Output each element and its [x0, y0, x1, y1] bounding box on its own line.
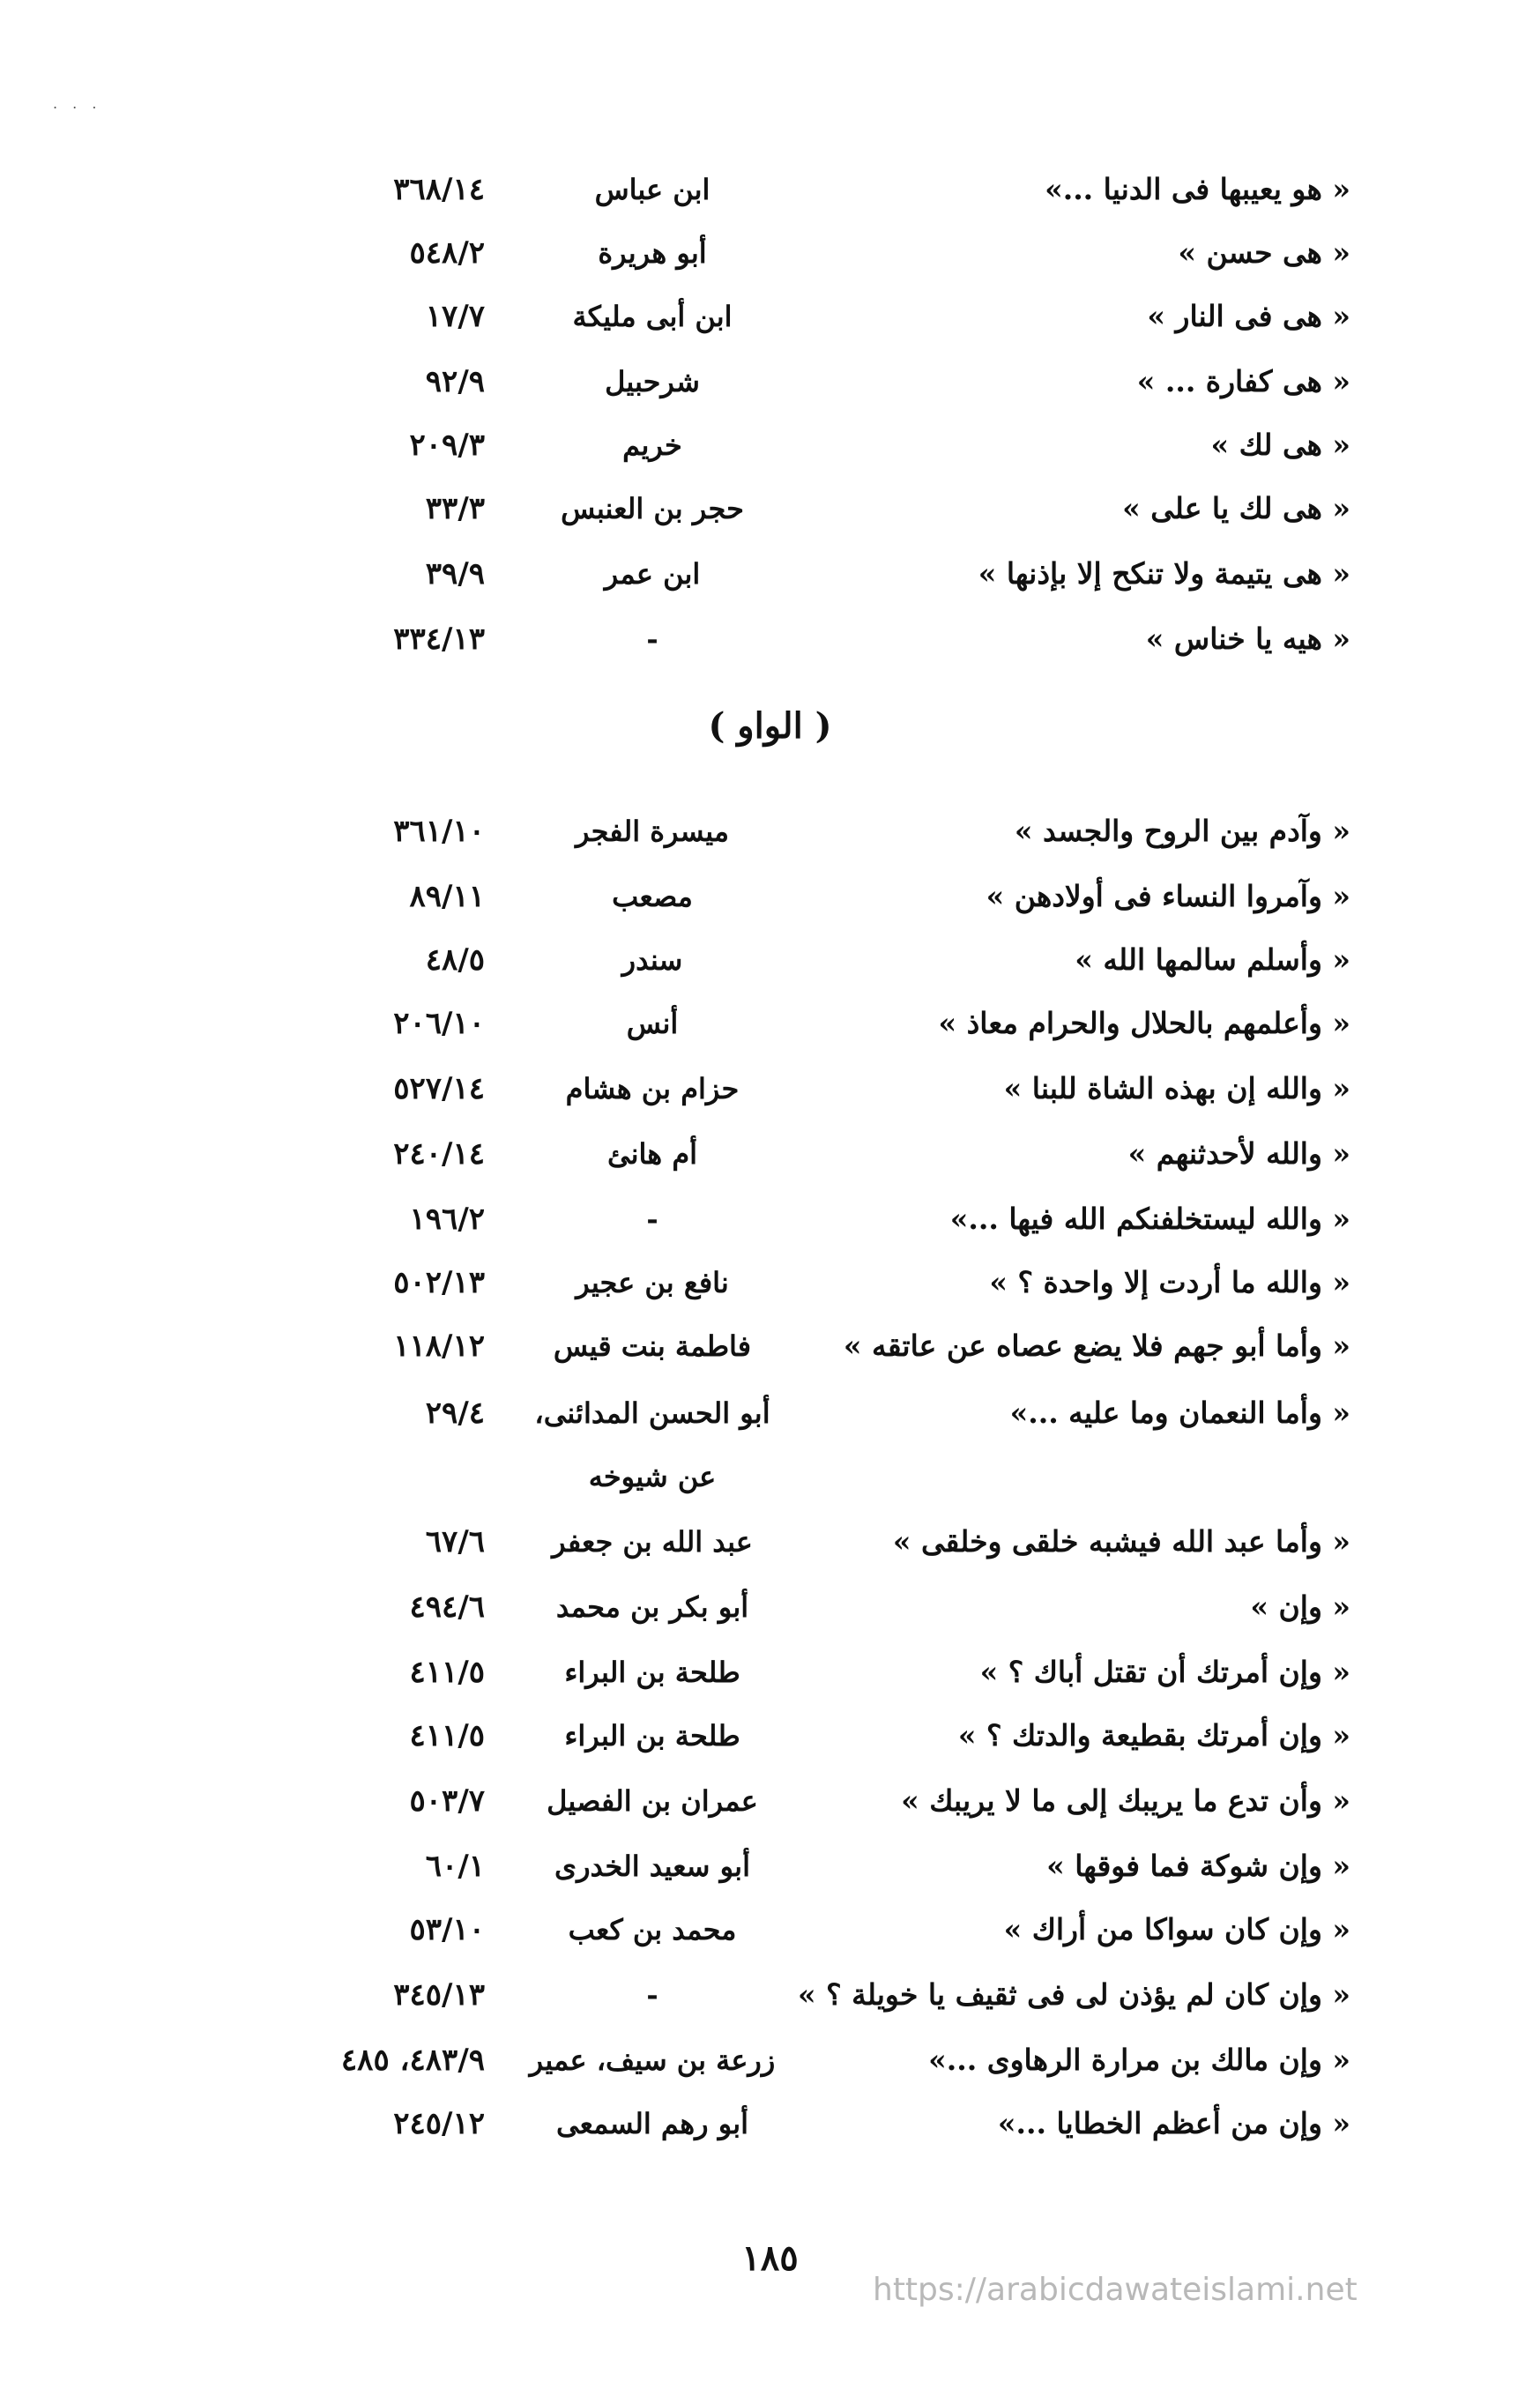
- index-entry: [0, 349, 1540, 414]
- volume-page-ref: ٥٠٢/١٣: [393, 1265, 485, 1300]
- volume-page-ref: ٥٣/١٠: [409, 1912, 485, 1947]
- volume-page-ref: ٤٩٤/٦: [409, 1589, 485, 1625]
- volume-page-ref: ٣٩/٩: [425, 556, 485, 592]
- volume-page-ref: ٥٤٨/٢: [409, 235, 485, 271]
- hadith-text: « وآمروا النساء فى أولادهن »: [986, 879, 1350, 913]
- narrator-name: أبو سعيد الخدرى: [554, 1850, 750, 1883]
- narrator-name: أم هانئ: [606, 1137, 698, 1171]
- volume-page-ref: ٤٨٣/٩، ٤٨٥: [340, 2043, 485, 2078]
- hadith-text: « هى لك يا على »: [1122, 491, 1350, 525]
- index-entry: [0, 1121, 1540, 1187]
- volume-page-ref: ١٩٦/٢: [409, 1202, 485, 1237]
- section-heading: ( الواو ): [708, 705, 832, 747]
- narrator-name: سندر: [621, 943, 683, 977]
- volume-page-ref: ٩٢/٩: [425, 364, 485, 399]
- index-entry: [0, 1574, 1540, 1640]
- volume-page-ref: ٣٦١/١٠: [393, 814, 485, 849]
- index-entry: [0, 541, 1540, 607]
- hadith-text: « هى فى النار »: [1147, 299, 1350, 333]
- hadith-text: « وأما أبو جهم فلا يضع عصاه عن عاتقه »: [843, 1329, 1350, 1363]
- hadith-text: « هى يتيمة ولا تنكح إلا بإذنها »: [978, 556, 1350, 591]
- index-entry: [0, 1509, 1540, 1574]
- hadith-text: « والله ليستخلفنكم الله فيها ...»: [949, 1202, 1350, 1236]
- hadith-text: « وإن من أعظم الخطايا ...»: [997, 2106, 1350, 2140]
- index-entry-continuation: [0, 1444, 1540, 1509]
- hadith-text: « وأن تدع ما يريبك إلى ما لا يريبك »: [901, 1783, 1350, 1818]
- narrator-name: خريم: [622, 428, 682, 462]
- narrator-name: شرحبيل: [605, 365, 700, 398]
- index-entry: [0, 1962, 1540, 2028]
- volume-page-ref: ١٧/٧: [425, 299, 485, 334]
- narrator-name: أبو الحسن المدائنى،: [534, 1396, 770, 1430]
- narrator-name: زرعة بن سيف، عمير: [529, 2043, 776, 2077]
- page-number: ١٨٥: [741, 2237, 799, 2279]
- narrator-name: -: [646, 1978, 658, 2012]
- hadith-text: « وآدم بين الروح والجسد »: [1014, 814, 1350, 848]
- narrator-name: نافع بن عجير: [576, 1266, 729, 1299]
- narrator-name: عن شيوخه: [588, 1460, 717, 1493]
- index-entry: [0, 476, 1540, 541]
- narrator-name: أبو هريرة: [598, 236, 707, 270]
- hadith-text: « وإن أمرتك بقطيعة والدتك ؟ »: [957, 1718, 1350, 1753]
- narrator-name: ابن عباس: [594, 173, 710, 206]
- index-entry: [0, 284, 1540, 349]
- hadith-text: « هى حسن »: [1178, 235, 1350, 270]
- volume-page-ref: ٣٦٨/١٤: [393, 172, 485, 207]
- narrator-name: عمران بن الفصيل: [547, 1784, 758, 1818]
- index-entry: [0, 607, 1540, 672]
- index-entry: [0, 1897, 1540, 1962]
- volume-page-ref: ٥٠٣/٧: [409, 1783, 485, 1819]
- volume-page-ref: ٢٤٠/١٤: [393, 1136, 485, 1172]
- index-entry: [0, 1314, 1540, 1379]
- hadith-text: « وإن شوكة فما فوقها »: [1046, 1849, 1350, 1883]
- hadith-text: « وأعلمهم بالحلال والحرام معاذ »: [938, 1006, 1350, 1040]
- hadith-text: « هيه يا خناس »: [1145, 621, 1350, 656]
- narrator-name: حزام بن هشام: [565, 1072, 740, 1105]
- hadith-text: « وإن كان لم يؤذن لى فى ثقيف يا خويلة ؟ »: [798, 1977, 1350, 2012]
- index-entry: [0, 1768, 1540, 1834]
- watermark-url: https://arabicdawateislami.net: [873, 2272, 1358, 2308]
- index-entry: [0, 1056, 1540, 1121]
- index-entry: [0, 2091, 1540, 2156]
- index-entry: [0, 1640, 1540, 1705]
- index-entry: [0, 220, 1540, 286]
- hadith-text: « والله إن بهذه الشاة للبنا »: [1003, 1071, 1350, 1105]
- hadith-text: « وإن »: [1250, 1589, 1350, 1624]
- index-entry: [0, 799, 1540, 864]
- narrator-name: مصعب: [612, 880, 693, 913]
- narrator-name: ابن عمر: [604, 557, 701, 591]
- hadith-text: « هى لك »: [1210, 428, 1350, 462]
- volume-page-ref: ٤١١/٥: [409, 1718, 485, 1753]
- hadith-text: « وأسلم سالمها الله »: [1075, 942, 1350, 977]
- narrator-name: فاطمة بنت قيس: [553, 1329, 752, 1363]
- narrator-name: ابن أبى مليكة: [572, 300, 733, 333]
- hadith-text: « وإن كان سواكا من أراك »: [1003, 1912, 1350, 1946]
- volume-page-ref: ٨٩/١١: [409, 879, 485, 914]
- hadith-text: « وإن مالك بن مرارة الرهاوى ...»: [928, 2043, 1350, 2077]
- volume-page-ref: ٣٣٤/١٣: [393, 621, 485, 657]
- volume-page-ref: ٦٠/١: [425, 1849, 485, 1884]
- index-entry: [0, 413, 1540, 478]
- volume-page-ref: ٢٠٦/١٠: [393, 1006, 485, 1041]
- narrator-name: أنس: [626, 1007, 679, 1040]
- hadith-text: « هو يعيبها فى الدنيا ...»: [1045, 172, 1350, 206]
- narrator-name: حجر بن العنبس: [561, 492, 744, 525]
- narrator-name: عبد الله بن جعفر: [552, 1525, 753, 1559]
- index-entry: [0, 1250, 1540, 1315]
- volume-page-ref: ٤٨/٥: [425, 942, 485, 978]
- volume-page-ref: ٣٤٥/١٣: [393, 1977, 485, 2013]
- volume-page-ref: ٢٠٩/٣: [409, 428, 485, 463]
- narrator-name: ميسرة الفجر: [575, 815, 730, 848]
- index-entry: [0, 927, 1540, 993]
- volume-page-ref: ١١٨/١٢: [393, 1329, 485, 1364]
- narrator-name: أبو رهم السمعى: [555, 2107, 749, 2140]
- hadith-text: « هى كفارة ... »: [1136, 364, 1350, 398]
- narrator-name: طلحة بن البراء: [564, 1656, 740, 1689]
- hadith-text: « والله ما أردت إلا واحدة ؟ »: [989, 1265, 1350, 1299]
- narrator-name: طلحة بن البراء: [564, 1719, 740, 1753]
- index-entry: [0, 157, 1540, 222]
- hadith-text: « وأما عبد الله فيشبه خلقى وخلقى »: [892, 1524, 1350, 1559]
- volume-page-ref: ٢٤٥/١٢: [393, 2106, 485, 2141]
- narrator-name: محمد بن كعب: [568, 1913, 737, 1946]
- index-entry: [0, 991, 1540, 1056]
- index-entry: [0, 1381, 1540, 1446]
- volume-page-ref: ٤١١/٥: [409, 1655, 485, 1690]
- index-entry: [0, 1703, 1540, 1768]
- narrator-name: -: [646, 1202, 658, 1236]
- scan-specks: . . .: [53, 95, 102, 112]
- hadith-text: « والله لأحدثنهم »: [1127, 1136, 1350, 1171]
- index-entry: [0, 1187, 1540, 1252]
- index-entry: [0, 2028, 1540, 2093]
- volume-page-ref: ٣٣/٣: [425, 491, 485, 526]
- narrator-name: أبو بكر بن محمد: [555, 1590, 749, 1624]
- index-entry: [0, 1834, 1540, 1899]
- index-entry: [0, 864, 1540, 929]
- narrator-name: -: [646, 622, 658, 656]
- volume-page-ref: ٥٢٧/١٤: [393, 1071, 485, 1106]
- hadith-text: « وأما النعمان وما عليه ...»: [1009, 1396, 1350, 1430]
- hadith-text: « وإن أمرتك أن تقتل أباك ؟ »: [979, 1655, 1350, 1689]
- volume-page-ref: ٢٩/٤: [425, 1396, 485, 1431]
- volume-page-ref: ٦٧/٦: [425, 1524, 485, 1559]
